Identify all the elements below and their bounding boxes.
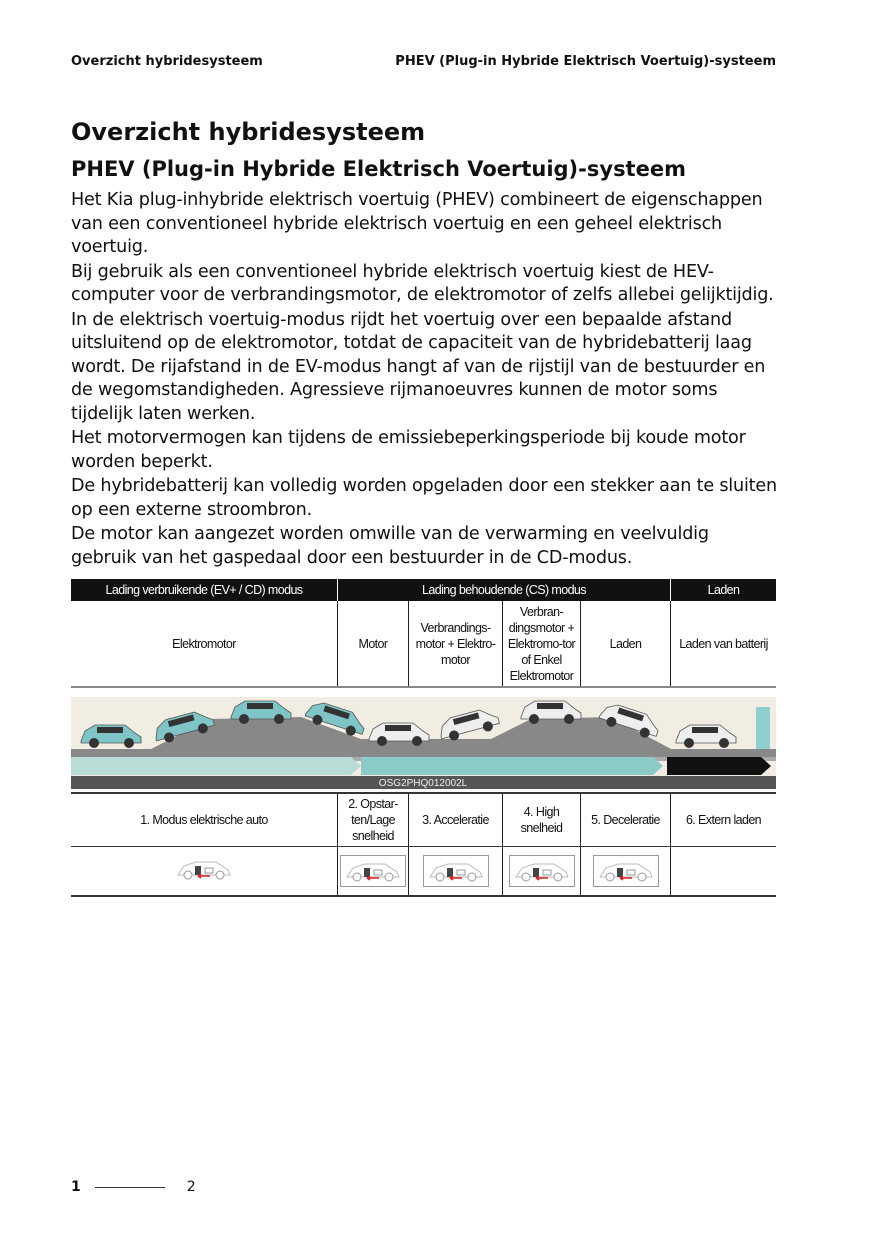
paragraph: In de elektrisch voertuig-modus rijdt het voertuig over een bepaalde afstand uitsluitend op de elektromotor, totdat de capaciteit van de hybridebatterij laag wordt. De rijafstand in de EV-modus hangt af van de rijstijl van de bestuurder en de wegomstandigheden. Agressieve rijmanoeuvres kunnen de motor soms tijdelijk laten werken. bbox=[71, 309, 766, 424]
power-flow-icon bbox=[423, 855, 489, 887]
page-footer bbox=[71, 1179, 196, 1195]
cell bbox=[671, 847, 776, 895]
paragraph: Het motorvermogen kan tijdens de emissiebeperkingsperiode bij koude motor worden beperkt. bbox=[71, 428, 746, 472]
footer-rule bbox=[95, 1187, 165, 1188]
power-flow-icon bbox=[593, 855, 659, 887]
chapter-number: 1 bbox=[71, 1179, 81, 1195]
paragraph: Bij gebruik als een conventioneel hybride elektrisch voertuig kiest de HEV-computer voor de verbrandingsmotor, de elektromotor of zelfs allebei gelijktijdig. bbox=[71, 261, 774, 305]
cell: 1. Modus elektrische auto bbox=[71, 794, 338, 846]
power-flow-icon bbox=[509, 855, 575, 887]
cell: Motor bbox=[338, 601, 409, 686]
cell: Laden bbox=[581, 601, 671, 686]
mode-cs: Lading behoudende (CS) modus bbox=[338, 579, 671, 601]
image-code: OSG2PHQ012002L bbox=[378, 778, 468, 789]
cell: 6. Extern laden bbox=[685, 813, 762, 827]
mode-cd: Lading verbruikende (EV+ / CD) modus bbox=[71, 579, 338, 601]
paragraph: De hybridebatterij kan volledig worden opgeladen door een stekker aan te sluiten op een externe stroombron. bbox=[71, 476, 777, 520]
cell: 2. Opstar-ten/Lage snelheid bbox=[338, 794, 409, 846]
page-number: 2 bbox=[186, 1179, 196, 1195]
running-header-right: PHEV (Plug-in Hybride Elektrisch Voertuig)-systeem bbox=[395, 54, 776, 69]
power-flow-row bbox=[71, 847, 776, 897]
cell: Verbran-dingsmotor + Elektromo-tor of Enkel Elektromotor bbox=[503, 601, 581, 686]
stage-row bbox=[71, 792, 776, 847]
page-title: Overzicht hybridesysteem bbox=[71, 118, 426, 146]
power-flow-icon bbox=[340, 855, 406, 887]
driving-illustration bbox=[71, 697, 776, 789]
cell bbox=[338, 847, 409, 895]
cell bbox=[71, 847, 338, 895]
paragraph: De motor kan aangezet worden omwille van de verwarming en veelvuldig gebruik van het gaspedaal door een bestuurder in de CD-modus. bbox=[71, 524, 709, 568]
power-flow-icon bbox=[174, 857, 234, 885]
body-text bbox=[71, 189, 777, 571]
cell: Elektromotor bbox=[71, 601, 338, 686]
running-header-left: Overzicht hybridesysteem bbox=[71, 54, 263, 69]
cell: 3. Acceleratie bbox=[409, 794, 503, 846]
power-source-row bbox=[71, 601, 776, 688]
cell: 5. Deceleratie bbox=[581, 794, 671, 846]
cell bbox=[409, 847, 503, 895]
cell: 4. High snelheid bbox=[503, 794, 581, 846]
mode-header-row bbox=[71, 579, 776, 601]
cell bbox=[581, 847, 671, 895]
mode-charge: Laden bbox=[707, 583, 740, 597]
paragraph: Het Kia plug-inhybride elektrisch voertuig (PHEV) combineert de eigenschappen van een conventioneel hybride elektrisch voertuig en een geheel elektrisch voertuig. bbox=[71, 190, 763, 257]
section-title: PHEV (Plug-in Hybride Elektrisch Voertuig)-systeem bbox=[71, 157, 686, 181]
cell: Laden van batterij bbox=[679, 636, 768, 651]
cell bbox=[503, 847, 581, 895]
cell: Verbrandings-motor + Elektro-motor bbox=[409, 601, 503, 686]
